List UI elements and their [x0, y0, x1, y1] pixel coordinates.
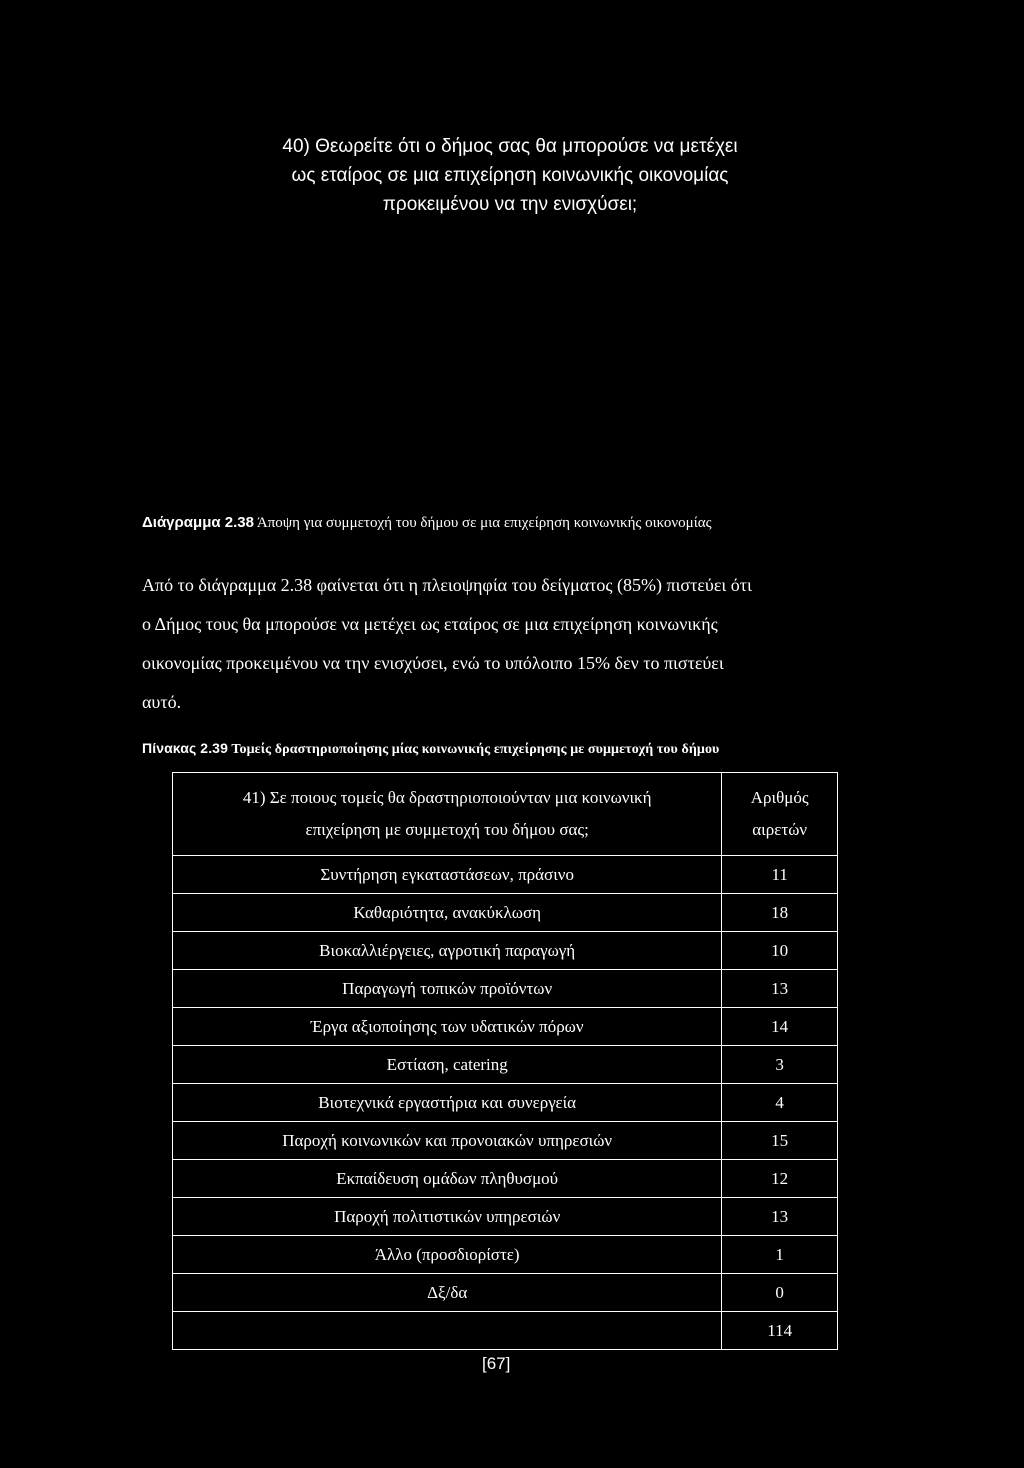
- table-row: [173, 970, 838, 1008]
- chart-title: [200, 132, 820, 219]
- count-cell: 3: [722, 1046, 838, 1084]
- count-cell: 10: [722, 932, 838, 970]
- sectors-table: [172, 772, 838, 1350]
- table-row: [173, 1084, 838, 1122]
- table-row: [173, 1274, 838, 1312]
- table-total-row: [173, 1312, 838, 1350]
- sector-header-line: επιχείρηση με συμμετοχή του δήμου σας;: [305, 820, 589, 839]
- sector-cell: Παραγωγή τοπικών προϊόντων: [173, 970, 722, 1008]
- count-cell: 0: [722, 1274, 838, 1312]
- paragraph-line: αυτό.: [142, 692, 182, 712]
- sector-cell: Καθαριότητα, ανακύκλωση: [173, 894, 722, 932]
- count-cell: 11: [722, 856, 838, 894]
- sector-cell: Έργα αξιοποίησης των υδατικών πόρων: [173, 1008, 722, 1046]
- sector-column-header: [173, 773, 722, 856]
- count-cell: 14: [722, 1008, 838, 1046]
- sector-cell: Δξ/δα: [173, 1274, 722, 1312]
- table-row: [173, 1198, 838, 1236]
- figure-caption: [142, 514, 712, 532]
- count-cell: 18: [722, 894, 838, 932]
- table-row: [173, 1160, 838, 1198]
- table-caption-text: Τομείς δραστηριοποίησης μίας κοινωνικής επιχείρησης με συμμετοχή του δήμου: [227, 742, 720, 757]
- total-count-cell: 114: [722, 1312, 838, 1350]
- table-caption-label: Πίνακας 2.39: [142, 740, 228, 756]
- table-row: [173, 856, 838, 894]
- figure-caption-text: Άποψη για συμμετοχή του δήμου σε μια επιχείρηση κοινωνικής οικονομίας: [253, 515, 712, 531]
- count-header-line: Αριθμός: [750, 788, 809, 807]
- chart-title-line: 40) Θεωρείτε ότι ο δήμος σας θα μπορούσε να μετέχει: [282, 136, 738, 157]
- sector-cell: Εκπαίδευση ομάδων πληθυσμού: [173, 1160, 722, 1198]
- table-header-row: [173, 773, 838, 856]
- sector-cell: Άλλο (προσδιορίστε): [173, 1236, 722, 1274]
- count-cell: 13: [722, 1198, 838, 1236]
- count-column-header: [722, 773, 838, 856]
- count-cell: 1: [722, 1236, 838, 1274]
- paragraph-line: οικονομίας προκειμένου να την ενισχύσει, ενώ το υπόλοιπο 15% δεν το πιστεύει: [142, 653, 724, 673]
- page-number: [67]: [482, 1354, 511, 1373]
- table-row: [173, 1046, 838, 1084]
- count-cell: 13: [722, 970, 838, 1008]
- sector-cell: Εστίαση, catering: [173, 1046, 722, 1084]
- paragraph-line: ο Δήμος τους θα μπορούσε να μετέχει ως εταίρος σε μια επιχείρηση κοινωνικής: [142, 614, 718, 634]
- count-header-line: αιρετών: [752, 820, 808, 839]
- sector-cell: Παροχή κοινωνικών και προνοιακών υπηρεσιών: [173, 1122, 722, 1160]
- table-caption: [142, 740, 719, 758]
- total-label-cell: [173, 1312, 722, 1350]
- table-row: [173, 1236, 838, 1274]
- sector-cell: Βιοκαλλιέργειες, αγροτική παραγωγή: [173, 932, 722, 970]
- table-row: [173, 894, 838, 932]
- paragraph-line: Από το διάγραμμα 2.38 φαίνεται ότι η πλειοψηφία του δείγματος (85%) πιστεύει ότι: [142, 575, 752, 595]
- chart-title-line: προκειμένου να την ενισχύσει;: [382, 194, 638, 215]
- count-cell: 4: [722, 1084, 838, 1122]
- sector-cell: Συντήρηση εγκαταστάσεων, πράσινο: [173, 856, 722, 894]
- chart-title-line: ως εταίρος σε μια επιχείρηση κοινωνικής οικονομίας: [291, 165, 729, 186]
- sector-header-line: 41) Σε ποιους τομείς θα δραστηριοποιούνταν μια κοινωνική: [242, 788, 652, 807]
- sector-cell: Βιοτεχνικά εργαστήρια και συνεργεία: [173, 1084, 722, 1122]
- table-row: [173, 1122, 838, 1160]
- table-row: [173, 932, 838, 970]
- count-cell: 12: [722, 1160, 838, 1198]
- count-cell: 15: [722, 1122, 838, 1160]
- figure-caption-label: Διάγραμμα 2.38: [142, 514, 254, 531]
- body-paragraph: [142, 566, 884, 722]
- table-row: [173, 1008, 838, 1046]
- sector-cell: Παροχή πολιτιστικών υπηρεσιών: [173, 1198, 722, 1236]
